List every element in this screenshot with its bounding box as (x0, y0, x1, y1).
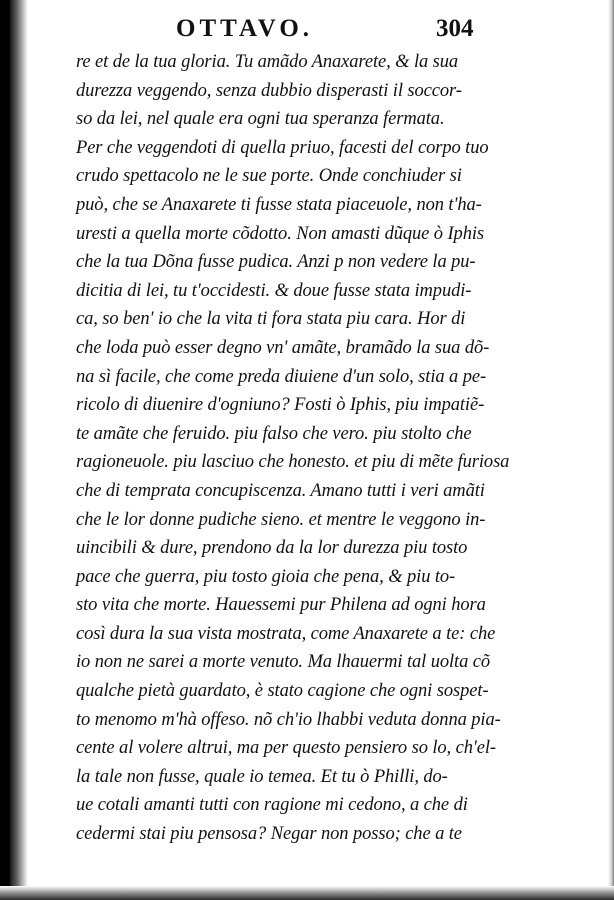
running-head: OTTAVO. (176, 15, 314, 42)
page-right-edge (608, 0, 614, 900)
text-line: ragioneuole. piu lasciuo che honesto. et piu di mẽte furiosa (76, 452, 510, 473)
text-line: dicitia di lei, tu t'occidesti. & doue fusse stata impudi- (76, 280, 472, 301)
page-number: 304 (436, 15, 474, 42)
text-line: che la tua Dõna fusse pudica. Anzi p non vedere la pu- (76, 252, 476, 273)
text-line: che loda può esser degno vn' amãte, bramãdo la sua dõ- (76, 337, 490, 358)
text-line: qualche pietà guardato, è stato cagione che ogni sospet- (76, 681, 489, 702)
text-line: io non ne sarei a morte venuto. Ma lhauermi tal uolta cõ (76, 652, 491, 673)
text-line: che di temprata concupiscenza. Amano tutti i veri amãti (76, 480, 485, 501)
text-line: cente al volere altrui, ma per questo pensiero so lo, ch'el- (76, 738, 496, 759)
body-text (76, 48, 510, 849)
text-line: te amãte che feruido. piu falso che vero. piu stolto che (76, 423, 472, 444)
text-line: può, che se Anaxarete ti fusse stata piaceuole, non t'ha- (76, 194, 482, 215)
text-line: ue cotali amanti tutti con ragione mi cedono, a che di (76, 795, 468, 816)
text-line: na sì facile, che come preda diuiene d'un solo, stia a pe- (76, 366, 487, 387)
text-line: ricolo di diuenire d'ogniuno? Fosti ò Iphis, piu impatiẽ- (76, 395, 485, 416)
text-line: crudo spettacolo ne le sue porte. Onde conchiuder si (76, 166, 462, 187)
text-line: che le lor donne pudiche sieno. et mentre le veggono in- (76, 509, 486, 530)
text-line: cedermi stai piu pensosa? Negar non posso; che a te (76, 824, 462, 845)
scan-bottom-shadow (0, 886, 614, 900)
text-line: ca, so ben' io che la vita ti fora stata piu cara. Hor di (76, 309, 466, 330)
text-line: pace che guerra, piu tosto gioia che pena, & piu to- (76, 566, 456, 587)
text-line: durezza veggendo, senza dubbio disperasti il soccor- (76, 80, 462, 101)
text-line: to menomo m'hà offeso. nõ ch'io lhabbi veduta donna pia- (76, 709, 501, 730)
page-header (40, 14, 600, 48)
text-line: sto vita che morte. Hauessemi pur Philena ad ogni hora (76, 595, 486, 616)
text-line: così dura la sua vista mostrata, come Anaxarete a te: che (76, 623, 496, 644)
text-line: re et de la tua gloria. Tu amãdo Anaxarete, & la sua (76, 52, 459, 72)
text-line: uincibili & dure, prendono da la lor durezza piu tosto (76, 538, 468, 559)
page-gutter-edge (10, 0, 28, 900)
text-line: uresti a quella morte cõdotto. Non amasti dũque ò Iphis (76, 223, 484, 244)
text-line: so da lei, nel quale era ogni tua speranza fermata. (76, 109, 445, 130)
text-line: Per che veggendoti di quella priuo, facesti del corpo tuo (76, 137, 489, 158)
text-line: la tale non fusse, quale io temea. Et tu ò Philli, do- (76, 766, 448, 787)
scan-left-shadow (0, 0, 10, 900)
